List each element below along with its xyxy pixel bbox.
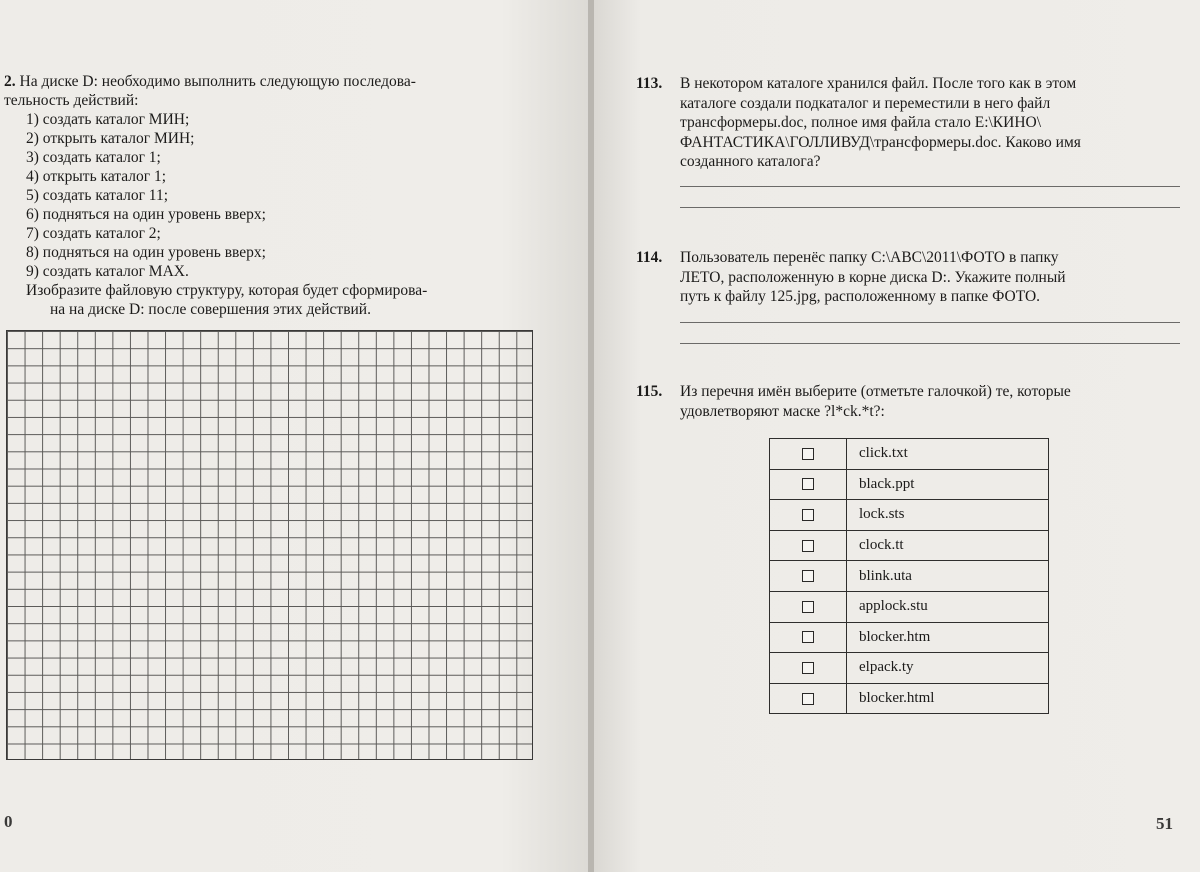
checkbox[interactable] bbox=[802, 509, 814, 521]
task-114-line3: путь к файлу 125.jpg, расположенному в папке ФОТО. bbox=[680, 288, 1041, 305]
step-9: 9) создать каталог МАХ. bbox=[26, 263, 189, 280]
task-113-line3: трансформеры.doc, полное имя файла стало E:\КИНО\ bbox=[680, 114, 1042, 131]
table-row bbox=[770, 500, 1049, 531]
task-115 bbox=[636, 382, 1182, 421]
table-row bbox=[770, 561, 1049, 592]
task-outro-line2: на на диске D: после совершения этих действий. bbox=[50, 301, 371, 318]
task-113-line1: В некотором каталоге хранился файл. После того как в этом bbox=[680, 75, 1077, 92]
task-114 bbox=[636, 248, 1182, 307]
step-2: 2) открыть каталог МИН; bbox=[26, 130, 195, 147]
file-name: black.ppt bbox=[847, 469, 1049, 500]
checkbox[interactable] bbox=[802, 540, 814, 552]
task-2 bbox=[0, 72, 540, 319]
task-113-line4: ФАНТАСТИКА\ГОЛЛИВУД\трансформеры.doc. Каково имя bbox=[680, 133, 1081, 151]
file-name: clock.tt bbox=[847, 530, 1049, 561]
table-row bbox=[770, 653, 1049, 684]
task-113 bbox=[636, 74, 1182, 172]
checkbox[interactable] bbox=[802, 478, 814, 490]
table-row bbox=[770, 439, 1049, 470]
left-page-number: 0 bbox=[4, 812, 13, 831]
task-115-number: 115. bbox=[636, 383, 663, 400]
checkbox[interactable] bbox=[802, 693, 814, 705]
task-115-line2: удовлетворяют маске ?l*ck.*t?: bbox=[680, 402, 885, 420]
step-4: 4) открыть каталог 1; bbox=[26, 168, 167, 185]
task-intro-line1: На диске D: необходимо выполнить следующую последова- bbox=[19, 73, 416, 90]
checkbox[interactable] bbox=[802, 570, 814, 582]
checkbox[interactable] bbox=[802, 448, 814, 460]
file-name: click.txt bbox=[847, 439, 1049, 470]
table-row bbox=[770, 622, 1049, 653]
task-number: 2. bbox=[4, 73, 16, 90]
step-5: 5) создать каталог 11; bbox=[26, 187, 169, 204]
checkbox[interactable] bbox=[802, 601, 814, 613]
file-name: elpack.ty bbox=[847, 653, 1049, 684]
table-row bbox=[770, 469, 1049, 500]
table-row bbox=[770, 683, 1049, 714]
task-115-line1: Из перечня имён выберите (отметьте галочкой) те, которые bbox=[680, 383, 1071, 400]
file-name: blocker.html bbox=[847, 683, 1049, 714]
task-114-line1: Пользователь перенёс папку C:\ABC\2011\ФОТО в папку bbox=[680, 249, 1059, 266]
answer-line-114b[interactable] bbox=[680, 343, 1180, 344]
file-name: applock.stu bbox=[847, 591, 1049, 622]
task-113-line5: созданного каталога? bbox=[680, 153, 821, 170]
task-intro-line2: тельность действий: bbox=[4, 92, 139, 109]
answer-line-113b[interactable] bbox=[680, 207, 1180, 208]
file-name: blink.uta bbox=[847, 561, 1049, 592]
step-8: 8) подняться на один уровень вверх; bbox=[26, 244, 266, 261]
task-113-line2: каталоге создали подкаталог и переместили в него файл bbox=[680, 94, 1051, 112]
task-114-line2: ЛЕТО, расположенную в корне диска D:. Укажите полный bbox=[680, 268, 1066, 286]
step-1: 1) создать каталог МИН; bbox=[26, 111, 190, 128]
step-3: 3) создать каталог 1; bbox=[26, 149, 161, 166]
table-row bbox=[770, 591, 1049, 622]
file-choice-table bbox=[769, 438, 1049, 714]
file-name: blocker.htm bbox=[847, 622, 1049, 653]
step-6: 6) подняться на один уровень вверх; bbox=[26, 206, 266, 223]
step-7: 7) создать каталог 2; bbox=[26, 225, 161, 242]
right-page-number: 51 bbox=[1156, 814, 1173, 833]
answer-line-114a[interactable] bbox=[680, 322, 1180, 323]
task-outro-line1: Изобразите файловую структуру, которая будет сформирова- bbox=[26, 282, 428, 299]
file-name: lock.sts bbox=[847, 500, 1049, 531]
table-row bbox=[770, 530, 1049, 561]
book-gutter bbox=[588, 0, 594, 872]
task-113-number: 113. bbox=[636, 75, 663, 92]
checkbox[interactable] bbox=[802, 662, 814, 674]
checkbox[interactable] bbox=[802, 631, 814, 643]
answer-line-113a[interactable] bbox=[680, 186, 1180, 187]
answer-grid[interactable] bbox=[6, 330, 533, 760]
task-114-number: 114. bbox=[636, 249, 663, 266]
